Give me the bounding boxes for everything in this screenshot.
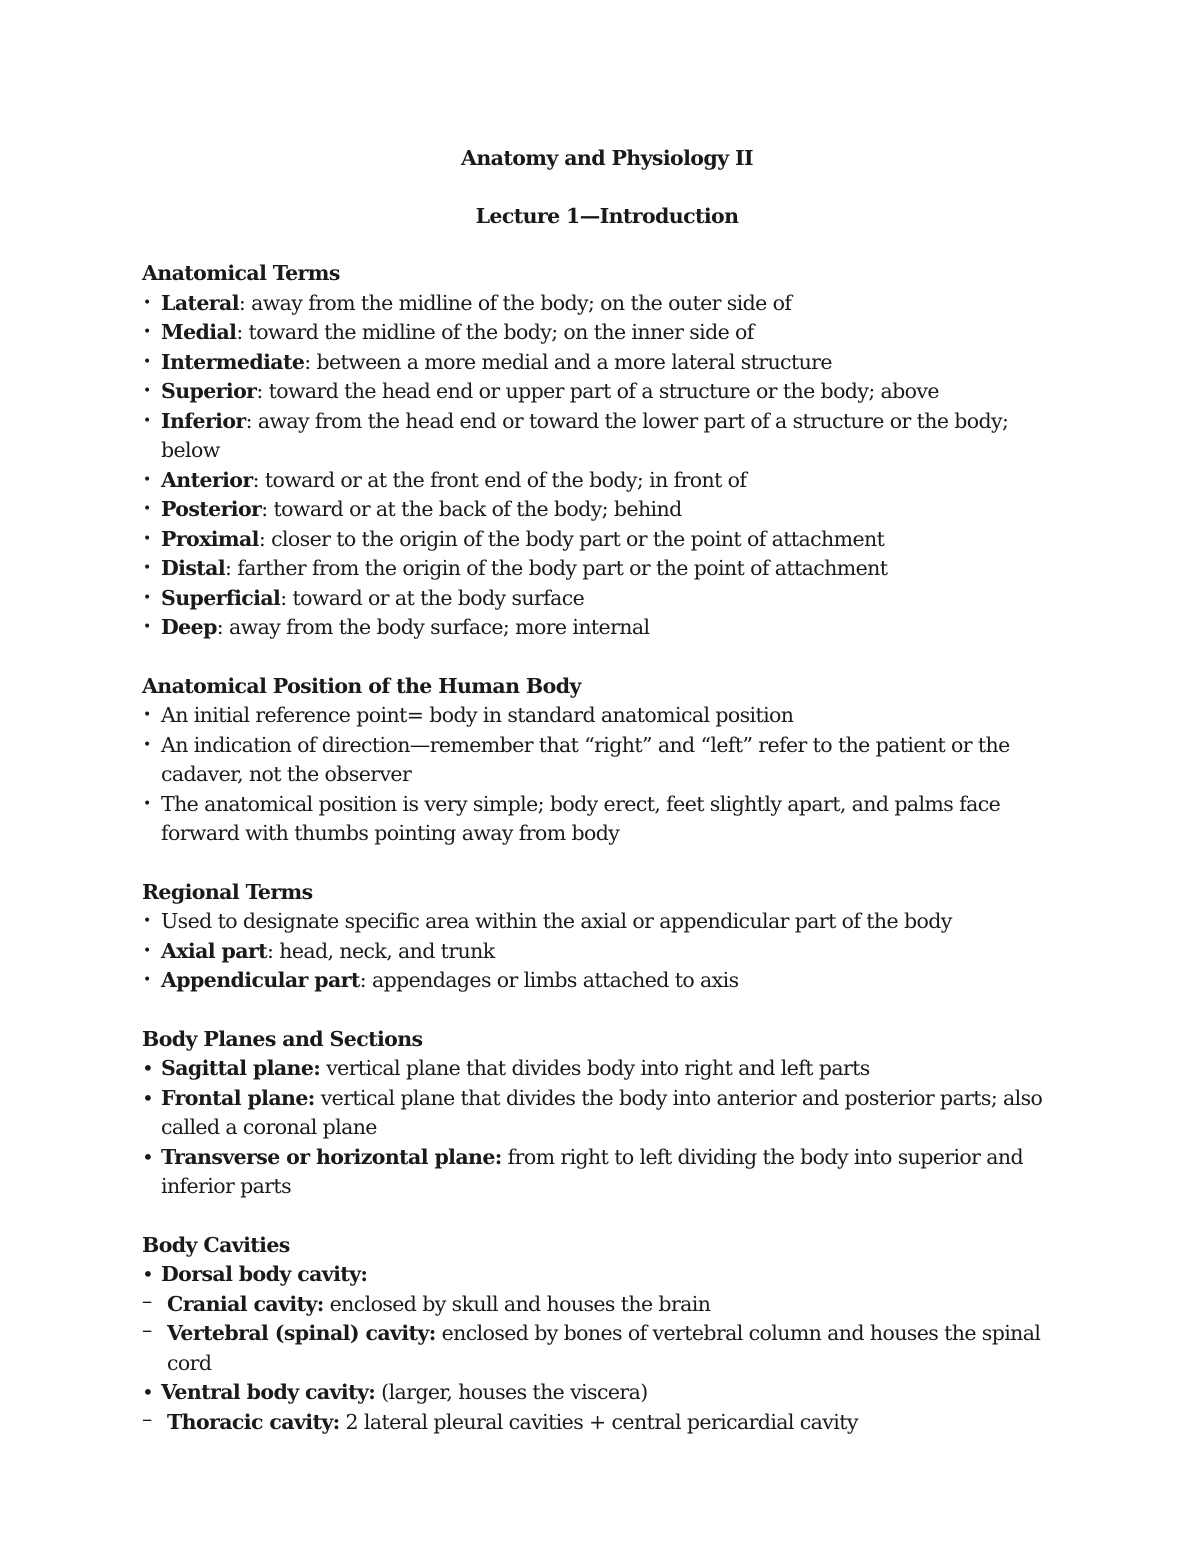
section	[142, 878, 1072, 996]
list-item	[142, 407, 1072, 466]
term-definition: The anatomical position is very simple; body erect, feet slightly apart, and palms face forward with thumbs pointing away from body	[161, 791, 1001, 845]
list-item	[142, 495, 1072, 525]
term-definition: : away from the body surface; more internal	[216, 615, 650, 639]
bullet-marker: •	[143, 501, 151, 517]
term-label: Vertebral (spinal) cavity:	[167, 1321, 436, 1345]
term-definition: (larger, houses the viscera)	[375, 1380, 648, 1404]
list-item	[142, 966, 1072, 996]
bullet-marker: •	[143, 619, 151, 635]
term-label: Axial part	[161, 938, 268, 963]
bullet-marker: •	[143, 913, 151, 929]
list-item	[142, 790, 1072, 849]
list-item	[142, 907, 1072, 937]
dash-marker: –	[142, 1406, 152, 1431]
bullet-marker: •	[142, 1144, 154, 1169]
document-body	[142, 259, 1072, 1437]
term-label: Inferior	[161, 408, 246, 433]
term-label: Dorsal body cavity:	[161, 1262, 368, 1286]
bullet-marker: •	[142, 1056, 154, 1080]
term-label: Deep	[161, 615, 217, 639]
term-label: Frontal plane:	[161, 1085, 315, 1110]
term-definition: Used to designate specific area within the axial or appendicular part of the body	[161, 909, 952, 933]
term-list	[142, 701, 1072, 849]
sub-list-item	[142, 1408, 1072, 1438]
dash-marker: –	[142, 1288, 152, 1313]
bullet-marker: •	[143, 942, 151, 959]
bullet-marker: •	[143, 972, 151, 988]
section-heading: Body Planes and Sections	[142, 1026, 423, 1051]
bullet-marker: •	[143, 589, 151, 606]
list-item	[142, 1260, 1072, 1290]
term-label: Anterior	[161, 467, 253, 492]
term-label: Ventral body cavity:	[161, 1380, 376, 1404]
bullet-marker: •	[142, 1085, 154, 1110]
term-label: Proximal	[161, 526, 259, 551]
term-list	[142, 289, 1072, 643]
term-label: Distal	[161, 556, 226, 580]
bullet-marker: •	[143, 795, 151, 812]
term-definition: : away from the midline of the body; on the outer side of	[238, 290, 792, 315]
list-item	[142, 584, 1072, 614]
term-definition: An initial reference point= body in standard anatomical position	[161, 703, 794, 727]
term-definition: : between a more medial and a more lateral structure	[304, 349, 832, 374]
term-list	[142, 1054, 1072, 1202]
lecture-subtitle: Lecture 1—Introduction	[475, 203, 739, 228]
section	[142, 259, 1072, 643]
dash-marker: –	[142, 1318, 152, 1342]
list-item	[142, 1084, 1072, 1143]
list-item	[142, 318, 1072, 348]
term-definition: An indication of direction—remember that “right” and “left” refer to the patient or the cadaver, not the observer	[161, 732, 1010, 786]
term-list	[142, 1260, 1072, 1437]
term-definition: from right to left dividing the body into superior and inferior parts	[161, 1144, 1024, 1198]
section-heading: Body Cavities	[142, 1232, 290, 1257]
term-label: Superficial	[161, 585, 281, 610]
document-title: Anatomy and Physiology II	[461, 146, 753, 170]
section-heading: Anatomical Terms	[142, 261, 340, 285]
list-item	[142, 466, 1072, 496]
term-definition: : away from the head end or toward the lower part of a structure or the body; below	[161, 408, 1009, 462]
term-definition: : head, neck, and trunk	[267, 938, 495, 963]
list-item	[142, 731, 1072, 790]
term-definition: : appendages or limbs attached to axis	[359, 968, 739, 992]
section-heading: Anatomical Position of the Human Body	[142, 673, 581, 698]
sub-list-item	[142, 1290, 1072, 1320]
document-page	[142, 140, 1072, 1466]
term-label: Appendicular part	[161, 968, 360, 992]
list-item	[142, 613, 1072, 643]
section	[142, 672, 1072, 849]
bullet-marker: •	[142, 1380, 154, 1404]
bullet-marker: •	[143, 736, 151, 753]
term-definition: : toward or at the front end of the body; in front of	[252, 467, 747, 492]
term-label: Lateral	[161, 290, 239, 315]
term-definition: enclosed by skull and houses the brain	[323, 1291, 711, 1316]
list-item	[142, 1378, 1072, 1408]
bullet-marker: •	[143, 324, 151, 340]
section-heading: Regional Terms	[142, 879, 313, 904]
term-label: Transverse or horizontal plane:	[161, 1144, 502, 1169]
term-definition: 2 lateral pleural cavities + central pericardial cavity	[339, 1409, 858, 1434]
list-item	[142, 1054, 1072, 1084]
bullet-marker: •	[143, 530, 151, 547]
term-definition: : closer to the origin of the body part or the point of attachment	[258, 526, 885, 551]
term-label: Cranial cavity:	[167, 1291, 324, 1316]
term-label: Medial	[161, 320, 237, 344]
bullet-marker: •	[143, 294, 151, 311]
list-item	[142, 348, 1072, 378]
bullet-marker: •	[143, 412, 151, 429]
term-label: Sagittal plane:	[161, 1056, 321, 1080]
list-item	[142, 937, 1072, 967]
section	[142, 1025, 1072, 1202]
term-definition: : toward or at the back of the body; behind	[261, 497, 682, 521]
bullet-marker: •	[143, 383, 151, 399]
list-item	[142, 701, 1072, 731]
bullet-marker: •	[143, 707, 151, 723]
list-item	[142, 377, 1072, 407]
sub-list-item	[142, 1319, 1072, 1378]
bullet-marker: •	[143, 353, 151, 370]
term-definition: : toward the midline of the body; on the inner side of	[236, 320, 754, 344]
term-list	[142, 907, 1072, 996]
term-definition: vertical plane that divides the body into anterior and posterior parts; also called a coronal plane	[161, 1085, 1043, 1139]
bullet-marker: •	[142, 1262, 154, 1286]
term-label: Thoracic cavity:	[167, 1409, 340, 1434]
term-definition: : toward the head end or upper part of a structure or the body; above	[256, 379, 939, 403]
term-label: Posterior	[161, 497, 262, 521]
term-definition: vertical plane that divides body into right and left parts	[320, 1056, 870, 1080]
section	[142, 1231, 1072, 1438]
list-item	[142, 525, 1072, 555]
list-item	[142, 554, 1072, 584]
bullet-marker: •	[143, 471, 151, 488]
term-definition: enclosed by bones of vertebral column and houses the spinal cord	[167, 1321, 1041, 1375]
term-label: Intermediate	[161, 349, 305, 374]
term-definition: : farther from the origin of the body part or the point of attachment	[225, 556, 888, 580]
list-item	[142, 289, 1072, 319]
term-definition: : toward or at the body surface	[280, 585, 585, 610]
list-item	[142, 1143, 1072, 1202]
bullet-marker: •	[143, 560, 151, 576]
term-label: Superior	[161, 379, 257, 403]
